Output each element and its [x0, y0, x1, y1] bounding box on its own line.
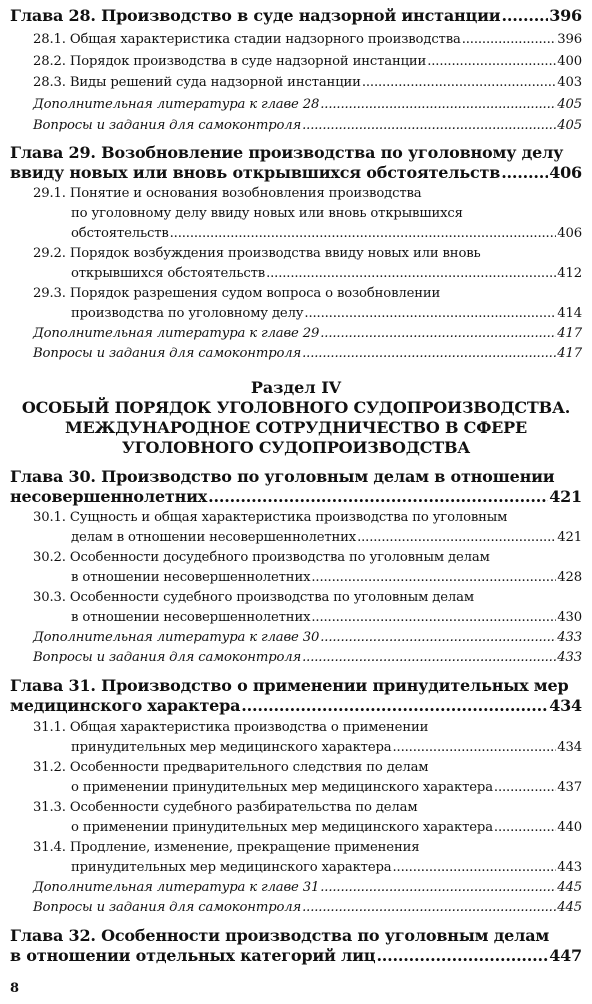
subsection-29-1-line2[interactable] [71, 206, 582, 221]
questions-30[interactable] [33, 650, 582, 665]
page-ref: 417 [557, 326, 582, 341]
dot-leader [320, 880, 556, 895]
chapter-title: Глава 30. Производство по уголовным делам в отношении [10, 467, 555, 486]
subsection-30-2-line1[interactable] [33, 550, 582, 565]
subsection-title: 30.2. Особенности досудебного производства по уголовным делам [33, 550, 490, 565]
page-ref: 430 [557, 610, 582, 625]
subsection-title: 29.3. Порядок разрешения судом вопроса о возобновлении [33, 286, 441, 301]
chapter-title: Глава 29. Возобновление производства по уголовному делу [10, 143, 564, 162]
subsection-30-1-line1[interactable] [33, 510, 582, 525]
page-ref: 437 [557, 780, 582, 795]
dot-leader [311, 570, 556, 585]
dot-leader [393, 860, 557, 875]
subsection-title: 28.1. Общая характеристика стадии надзорного производства [33, 32, 461, 47]
dot-leader [304, 306, 556, 321]
literature-title: Дополнительная литература к главе 28 [33, 97, 320, 112]
page-ref: 433 [557, 650, 582, 665]
subsection-title: о применении принудительных мер медицинского характера [71, 820, 493, 835]
subsection-28-2[interactable] [33, 54, 582, 69]
questions-title: Вопросы и задания для самоконтроля [33, 900, 302, 915]
dot-leader [393, 740, 557, 755]
subsection-title: в отношении несовершеннолетних [71, 570, 311, 585]
subsection-31-3-line1[interactable] [33, 800, 582, 815]
subsection-29-2[interactable] [71, 266, 582, 281]
literature-31[interactable] [33, 880, 582, 895]
dot-leader [320, 97, 556, 112]
chapter-29-entry[interactable] [10, 163, 582, 182]
chapter-title: Глава 31. Производство о применении принудительных мер [10, 676, 569, 695]
literature-title: Дополнительная литература к главе 29 [33, 326, 320, 341]
chapter-title: Глава 32. Особенности производства по уголовным делам [10, 926, 550, 945]
page-ref: 434 [557, 740, 582, 755]
subsection-title: открывшихся обстоятельств [71, 266, 266, 281]
subsection-title: производства по уголовному делу [71, 306, 304, 321]
subsection-title: 30.1. Сущность и общая характеристика производства по уголовным [33, 510, 508, 525]
page-ref: 447 [549, 946, 582, 965]
subsection-title: 31.2. Особенности предварительного следствия по делам [33, 760, 429, 775]
subsection-31-1-line1[interactable] [33, 720, 582, 735]
subsection-31-3[interactable] [71, 820, 582, 835]
questions-title: Вопросы и задания для самоконтроля [33, 346, 302, 361]
page-ref: 443 [557, 860, 582, 875]
chapter-32-entry[interactable] [10, 946, 582, 965]
subsection-title: 28.2. Порядок производства в суде надзорной инстанции [33, 54, 427, 69]
dot-leader [302, 900, 556, 915]
subsection-title: 28.3. Виды решений суда надзорной инстанции [33, 75, 361, 90]
section-title-line3: УГОЛОВНОГО СУДОПРОИЗВОДСТВА [121, 438, 471, 457]
dot-leader [302, 118, 556, 133]
chapter-30-entry[interactable] [10, 487, 582, 506]
subsection-29-3[interactable] [71, 306, 582, 321]
subsection-30-3[interactable] [71, 610, 582, 625]
page-ref: 405 [557, 97, 582, 112]
subsection-title: обстоятельств [71, 226, 169, 241]
chapter-28-entry[interactable] [10, 6, 582, 25]
questions-title: Вопросы и задания для самоконтроля [33, 118, 302, 133]
subsection-29-3-line1[interactable] [33, 286, 582, 301]
subsection-title: о применении принудительных мер медицинского характера [71, 780, 493, 795]
page-ref: 400 [557, 54, 582, 69]
dot-leader [357, 530, 556, 545]
dot-leader [311, 610, 556, 625]
page-ref: 414 [557, 306, 582, 321]
chapter-31-entry[interactable] [10, 696, 582, 715]
page-ref: 428 [557, 570, 582, 585]
page-ref: 403 [557, 75, 582, 90]
subsection-29-1[interactable] [71, 226, 582, 241]
dot-leader [302, 650, 556, 665]
dot-leader [362, 75, 556, 90]
subsection-title: принудительных мер медицинского характера [71, 860, 392, 875]
page-ref: 434 [549, 696, 582, 715]
subsection-31-4[interactable] [71, 860, 582, 875]
dot-leader [266, 266, 556, 281]
questions-title: Вопросы и задания для самоконтроля [33, 650, 302, 665]
subsection-title: 31.3. Особенности судебного разбирательства по делам [33, 800, 418, 815]
subsection-title: по уголовному делу ввиду новых или вновь открывшихся [71, 206, 463, 221]
literature-28[interactable] [33, 97, 582, 112]
page-ref: 396 [557, 32, 582, 47]
dot-leader [501, 163, 548, 182]
chapter-31-title-line1[interactable] [10, 676, 582, 695]
dot-leader [320, 630, 556, 645]
dot-leader [494, 780, 556, 795]
chapter-title: Глава 28. Производство в суде надзорной инстанции [10, 6, 501, 25]
dot-leader [501, 6, 548, 25]
dot-leader [427, 54, 556, 69]
chapter-title: несовершеннолетних [10, 487, 208, 506]
dot-leader [320, 326, 556, 341]
section-title-line1: ОСОБЫЙ ПОРЯДОК УГОЛОВНОГО СУДОПРОИЗВОДСТВА. [21, 398, 571, 417]
page-ref: 406 [549, 163, 582, 182]
page-ref: 445 [557, 900, 582, 915]
subsection-30-3-line1[interactable] [33, 590, 582, 605]
page-ref: 440 [557, 820, 582, 835]
dot-leader [494, 820, 556, 835]
page-ref: 396 [549, 6, 582, 25]
subsection-title: 29.2. Порядок возбуждения производства ввиду новых или вновь [33, 246, 481, 261]
questions-29[interactable] [33, 346, 582, 361]
page-number: 8 [10, 981, 20, 996]
dot-leader [170, 226, 557, 241]
chapter-title: медицинского характера [10, 696, 241, 715]
subsection-31-4-line1[interactable] [33, 840, 582, 855]
subsection-title: 31.1. Общая характеристика производства о применении [33, 720, 429, 735]
dot-leader [241, 696, 548, 715]
subsection-28-1[interactable] [33, 32, 582, 47]
page-ref: 412 [557, 266, 582, 281]
literature-29[interactable] [33, 326, 582, 341]
chapter-title: ввиду новых или вновь открывшихся обстоятельств [10, 163, 501, 182]
page-ref: 421 [549, 487, 582, 506]
subsection-30-1[interactable] [71, 530, 582, 545]
page-ref: 433 [557, 630, 582, 645]
subsection-title: принудительных мер медицинского характера [71, 740, 392, 755]
chapter-title: в отношении отдельных категорий лиц [10, 946, 376, 965]
subsection-title: делам в отношении несовершеннолетних [71, 530, 357, 545]
page-ref: 445 [557, 880, 582, 895]
literature-title: Дополнительная литература к главе 30 [33, 630, 320, 645]
dot-leader [376, 946, 548, 965]
subsection-title: 30.3. Особенности судебного производства по уголовным делам [33, 590, 474, 605]
questions-31[interactable] [33, 900, 582, 915]
page-ref: 417 [557, 346, 582, 361]
chapter-29-title-line1[interactable] [10, 143, 582, 162]
section-heading [0, 378, 592, 458]
literature-30[interactable] [33, 630, 582, 645]
subsection-title: 31.4. Продление, изменение, прекращение применения [33, 840, 420, 855]
dot-leader [302, 346, 556, 361]
page-ref: 406 [557, 226, 582, 241]
dot-leader [462, 32, 557, 47]
chapter-32-title-line1[interactable] [10, 926, 582, 945]
subsection-31-2[interactable] [71, 780, 582, 795]
subsection-29-2-line1[interactable] [33, 246, 582, 261]
subsection-title: 29.1. Понятие и основания возобновления производства [33, 186, 422, 201]
literature-title: Дополнительная литература к главе 31 [33, 880, 320, 895]
page-ref: 421 [557, 530, 582, 545]
questions-28[interactable] [33, 118, 582, 133]
section-label: Раздел IV [250, 378, 342, 397]
subsection-31-1[interactable] [71, 740, 582, 755]
dot-leader [208, 487, 548, 506]
chapter-30-title-line1[interactable] [10, 467, 582, 486]
page-ref: 405 [557, 118, 582, 133]
subsection-29-1-line1[interactable] [33, 186, 582, 201]
subsection-30-2[interactable] [71, 570, 582, 585]
section-title-line2: МЕЖДУНАРОДНОЕ СОТРУДНИЧЕСТВО В СФЕРЕ [64, 418, 528, 437]
subsection-28-3[interactable] [33, 75, 582, 90]
subsection-31-2-line1[interactable] [33, 760, 582, 775]
subsection-title: в отношении несовершеннолетних [71, 610, 311, 625]
